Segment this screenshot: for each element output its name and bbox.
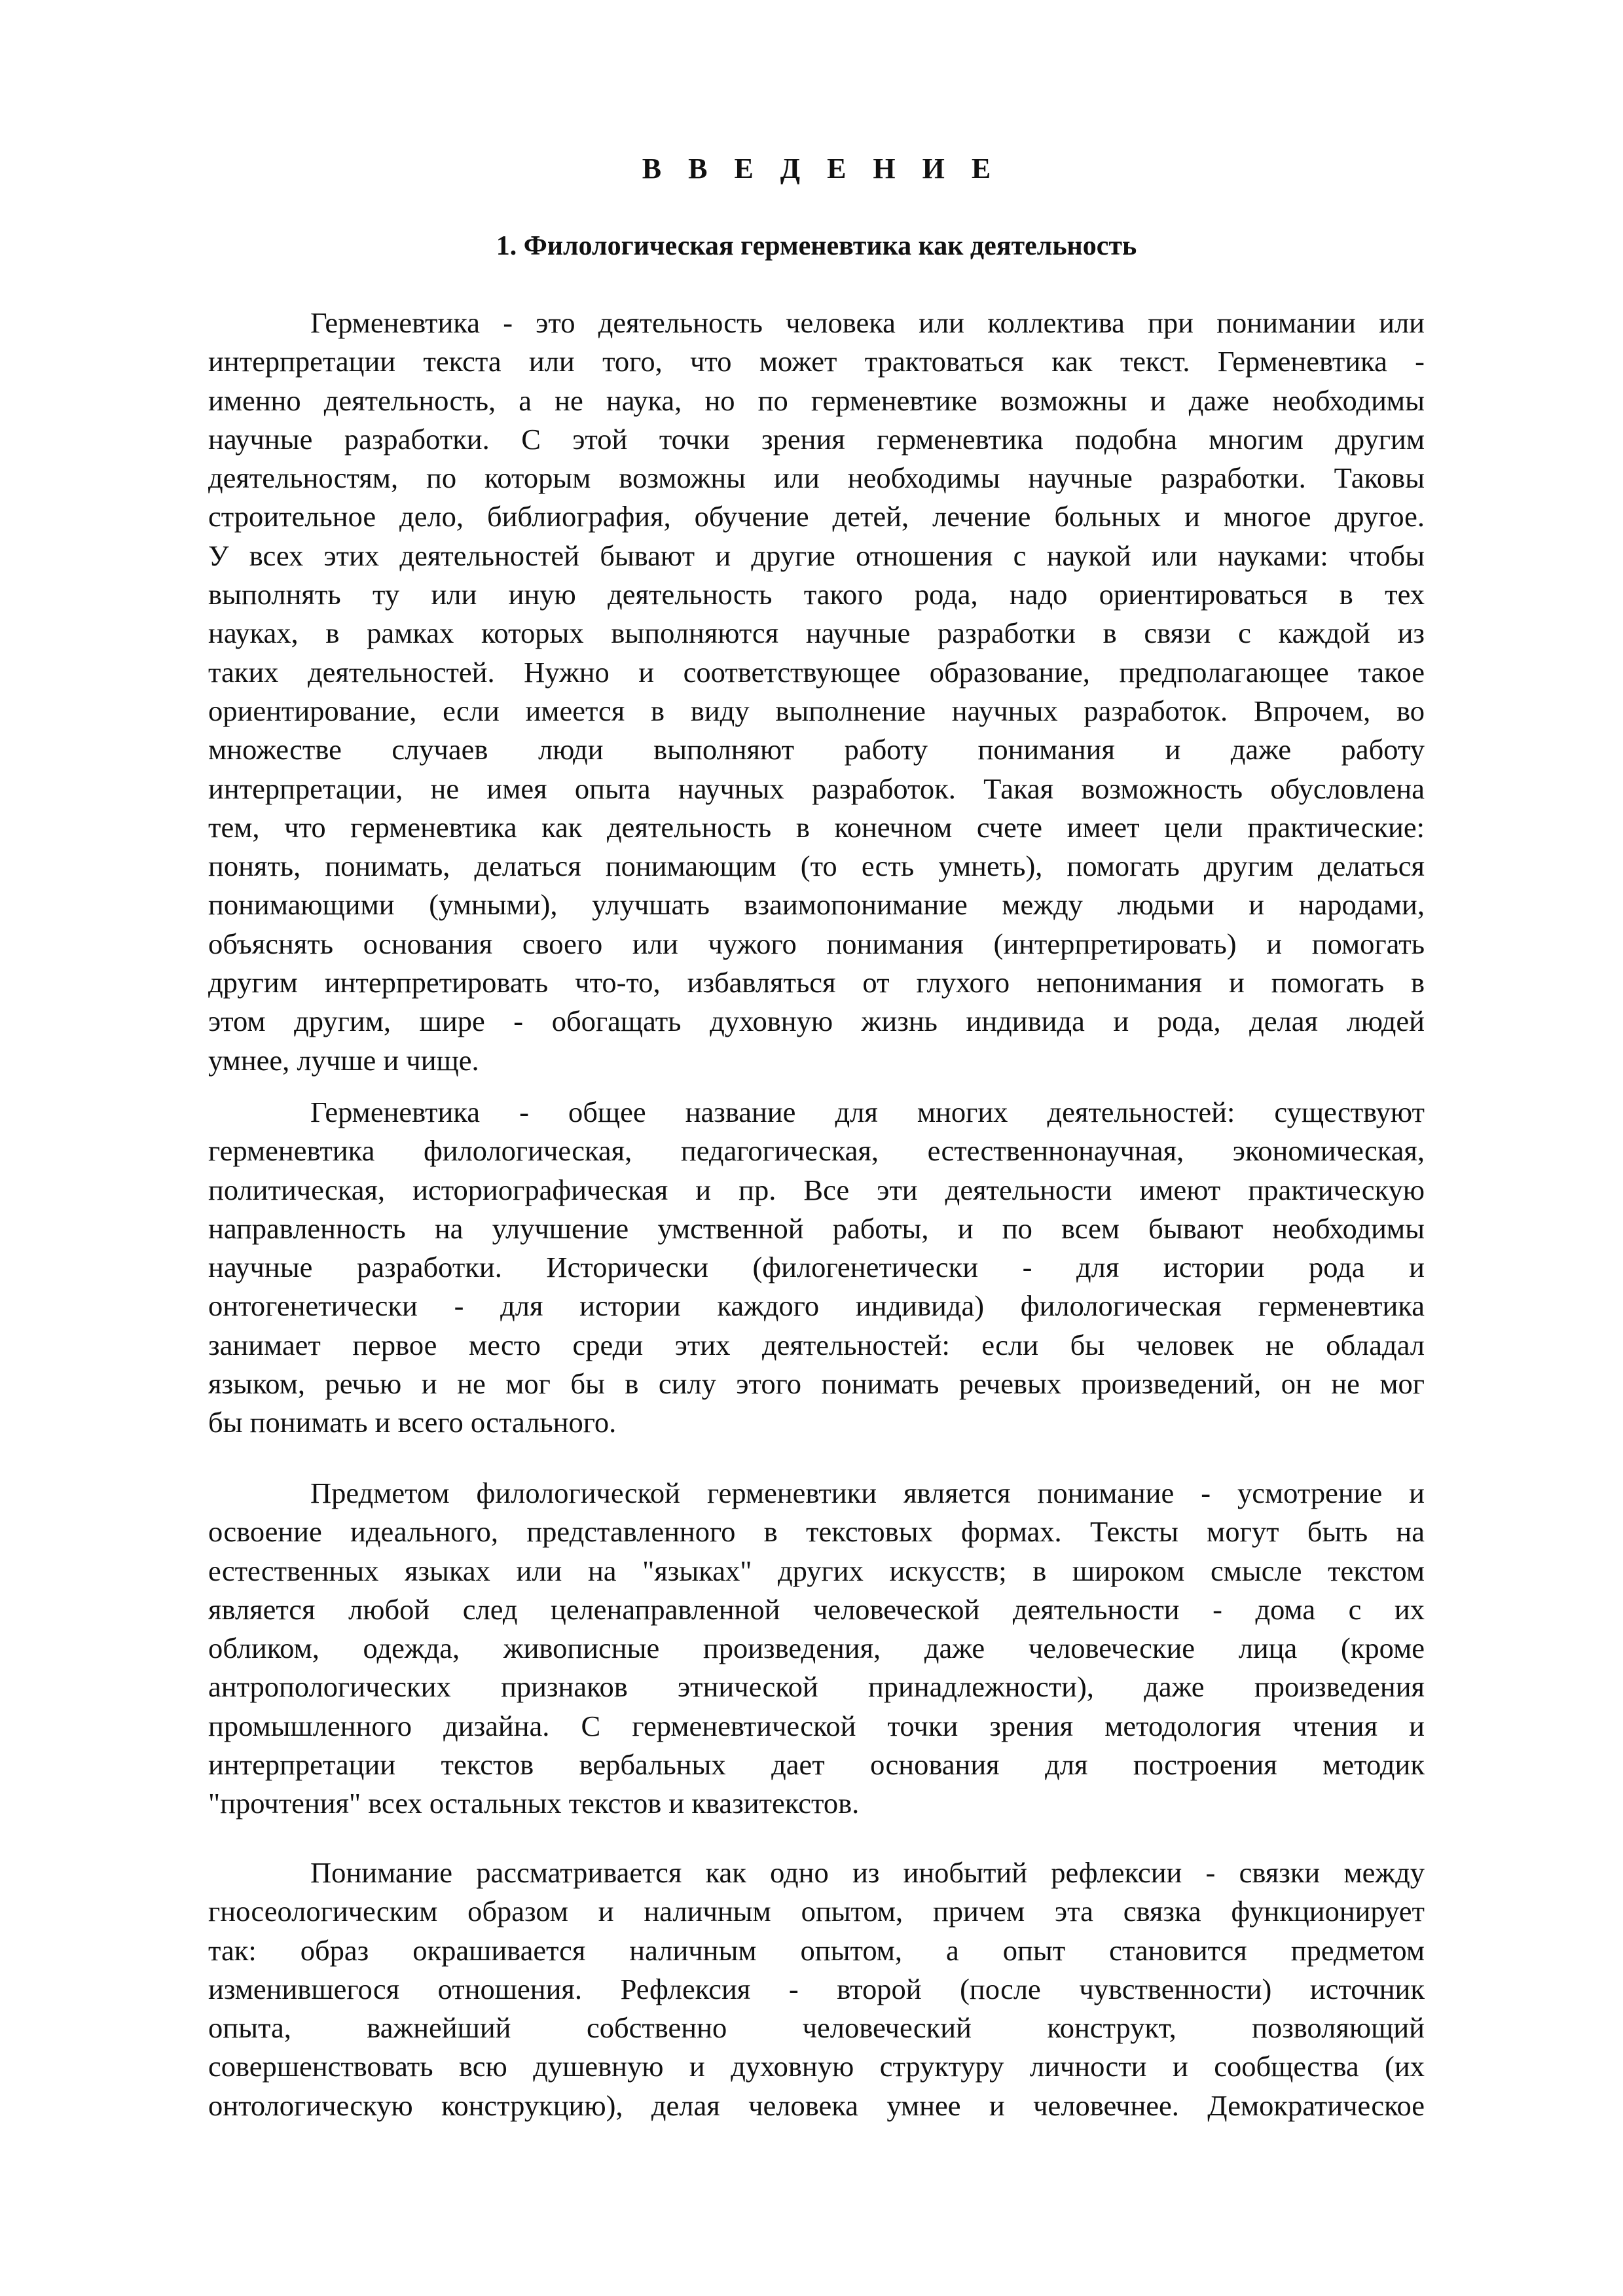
text-line: Понимание рассматривается как одно из инобытий рефлексии - связки между	[310, 1856, 1425, 1889]
text-line: Герменевтика - это деятельность человека или коллектива при понимании или	[310, 306, 1425, 339]
text-line: другим интерпретировать что-то, избавляться от глухого непонимания и помогать в	[208, 966, 1425, 999]
paragraph-4	[208, 1854, 1425, 2125]
text-line: промышленного дизайна. С герменевтической точки зрения методология чтения и	[208, 1709, 1425, 1742]
text-line: деятельностям, по которым возможны или необходимы научные разработки. Таковы	[208, 461, 1425, 495]
text-line	[208, 382, 1425, 420]
text-line: умнее, лучше и чище.	[208, 1043, 479, 1077]
text-line: выполнять ту или иную деятельность такого рода, надо ориентироваться в тех	[208, 578, 1425, 611]
paragraph-2	[208, 1093, 1425, 1443]
text-line: науках, в рамках которых выполняются научные разработки в связи с каждой из	[208, 617, 1425, 650]
text-line: понять, понимать, делаться понимающим (то есть умнеть), помогать другим делаться	[208, 850, 1425, 883]
text-line: гносеологическим образом и наличным опытом, причем эта связка функционирует	[208, 1895, 1425, 1928]
text-line: герменевтика филологическая, педагогическая, естественнонаучная, экономическая,	[208, 1134, 1425, 1168]
text-line: ориентирование, если имеется в виду выполнение научных разработок. Впрочем, во	[208, 694, 1425, 727]
text-line: "прочтения" всех остальных текстов и квазитекстов.	[208, 1787, 860, 1820]
text-line: этом другим, шире - обогащать духовную жизнь индивида и рода, делая людей	[208, 1005, 1425, 1038]
text-line: интерпретации текста или того, что может трактоваться как текст. Герменевтика -	[208, 345, 1425, 378]
text-line: антропологических признаков этнической принадлежности), даже произведения	[208, 1670, 1425, 1704]
text-line: онтологическую конструкцию), делая человека умнее и человечнее. Демократическое	[208, 2089, 1425, 2122]
text-line: направленность на улучшение умственной работы, и по всем бывают необходимы	[208, 1211, 1425, 1245]
text-line: изменившегося отношения. Рефлексия - второй (после чувственности) источник	[208, 1972, 1425, 2005]
text-line: интерпретации текстов вербальных дает основания для построения методик	[208, 1748, 1425, 1782]
text-line: Предметом филологической герменевтики является понимание - усмотрение и	[310, 1477, 1425, 1509]
text-line: У всех этих деятельностей бывают и другие отношения с наукой или науками: чтобы	[208, 539, 1425, 572]
text-line: языком, речью и не мог бы в силу этого понимать речевых произведений, он не мог	[208, 1367, 1425, 1401]
text-line: строительное дело, библиография, обучение детей, лечение больных и многое другое.	[208, 500, 1425, 533]
text-line: опыта, важнейший собственно человеческий конструкт, позволяющий	[208, 2011, 1425, 2045]
text-line: обликом, одежда, живописные произведения, даже человеческие лица (кроме	[208, 1632, 1425, 1665]
text-line: тем, что герменевтика как деятельность в конечном счете имеет цели практические:	[208, 810, 1425, 844]
text-line: бы понимать и всего остального.	[208, 1406, 617, 1439]
text-line: занимает первое место среди этих деятельностей: если бы человек не обладал	[208, 1328, 1425, 1361]
text-line: множестве случаев люди выполняют работу понимания и даже работу	[208, 733, 1425, 766]
text-line: объяснять основания своего или чужого понимания (интерпретировать) и помогать	[208, 927, 1425, 960]
paragraph-3	[208, 1474, 1425, 1823]
section-title: 1. Филологическая герменевтика как деятельность	[496, 231, 1137, 261]
text-line: так: образ окрашивается наличным опытом, а опыт становится предметом	[208, 1933, 1425, 1967]
text-line-part: именно деятельность, а не наука, но по герменевтике возможны и даже необходимы	[208, 384, 1425, 417]
page-title: В В Е Д Е Н И Е	[642, 152, 1001, 185]
text-line: интерпретации, не имея опыта научных разработок. Такая возможность обусловлена	[208, 772, 1425, 805]
text-line: научные разработки. Исторически (филогенетически - для истории рода и	[208, 1251, 1425, 1284]
text-line: совершенствовать всю душевную и духовную структуру личности и сообщества (их	[208, 2050, 1425, 2083]
text-line: таких деятельностей. Нужно и соответствующее образование, предполагающее такое	[208, 655, 1425, 689]
paragraph-1	[208, 304, 1425, 1080]
text-line: политическая, историографическая и пр. Все эти деятельности имеют практическую	[208, 1173, 1425, 1206]
text-line: онтогенетически - для истории каждого индивида) филологическая герменевтика	[208, 1289, 1425, 1323]
text-line: понимающими (умными), улучшать взаимопонимание между людьми и народами,	[208, 888, 1425, 922]
text-line: естественных языках или на "языках" других искусств; в широком смысле текстом	[208, 1554, 1425, 1587]
text-line: научные разработки. С этой точки зрения герменевтика подобна многим другим	[208, 422, 1425, 456]
text-line: Герменевтика - общее название для многих деятельностей: существуют	[310, 1096, 1425, 1128]
text-line: освоение идеального, представленного в текстовых формах. Тексты могут быть на	[208, 1515, 1425, 1549]
text-line: является любой след целенаправленной человеческой деятельности - дома с их	[208, 1592, 1425, 1626]
